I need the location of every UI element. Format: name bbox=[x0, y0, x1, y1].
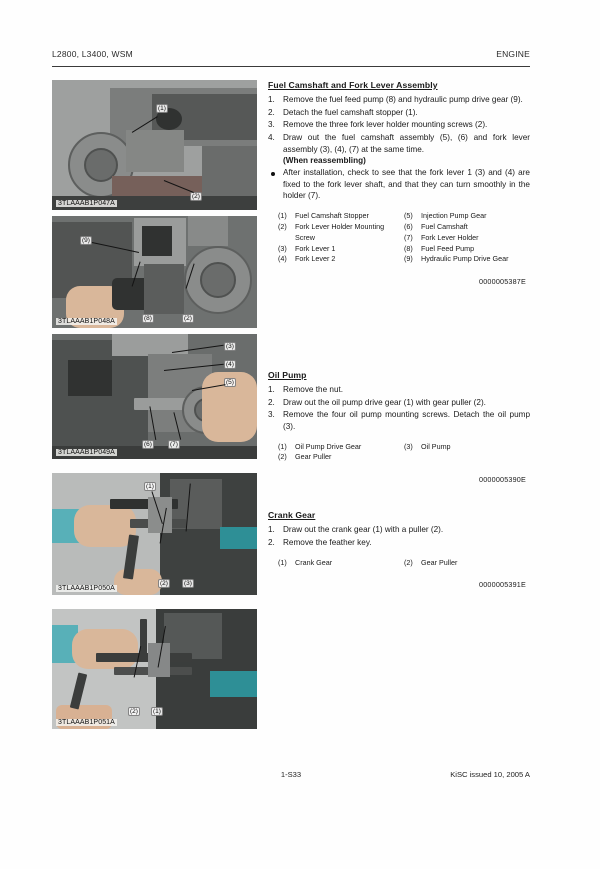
part-label-continued: Screw bbox=[295, 232, 315, 242]
part-label: Fork Lever Holder bbox=[421, 232, 479, 242]
part-label: Fuel Camshaft Stopper bbox=[295, 211, 369, 221]
part-label: Injection Pump Gear bbox=[421, 211, 487, 221]
step-number: 1. bbox=[268, 95, 275, 104]
parts-column-left bbox=[278, 442, 404, 464]
section-fuel-camshaft bbox=[268, 80, 530, 286]
step-number: 3. bbox=[268, 120, 275, 130]
figure-1-caption: 3TLAAAB1P047A bbox=[58, 200, 115, 207]
callout-4: (4) bbox=[226, 361, 234, 368]
header-section-text: ENGINE bbox=[496, 49, 530, 59]
document-code: 0000005387E bbox=[479, 277, 526, 287]
part-label: Oil Pump bbox=[421, 441, 451, 451]
callout-2: (2) bbox=[184, 315, 192, 322]
bullet-dot-icon bbox=[271, 172, 275, 176]
figure-column bbox=[52, 80, 257, 735]
part-number: (5) bbox=[404, 211, 413, 221]
part-number: (4) bbox=[278, 254, 287, 264]
part-number: (2) bbox=[404, 557, 413, 567]
part-label: Fork Lever Holder Mounting bbox=[295, 221, 385, 231]
photo-scene bbox=[52, 216, 257, 328]
part-label: Fork Lever 1 bbox=[295, 243, 336, 253]
step-item bbox=[268, 537, 530, 549]
part-number: (2) bbox=[278, 452, 287, 462]
document-code: 0000005390E bbox=[479, 475, 526, 485]
part-entry bbox=[278, 211, 404, 222]
note-text: After installation, check to see that the fork lever 1 (3) and (4) are fixed to the fork lever shaft, and that they can turn smoothly in the holder (7). bbox=[283, 168, 530, 201]
step-number: 4. bbox=[268, 132, 275, 142]
step-text: Remove the fuel feed pump (8) and hydraulic pump drive gear (9). bbox=[283, 95, 523, 104]
callout-1: (1) bbox=[153, 708, 161, 715]
part-label: Gear Puller bbox=[421, 557, 458, 567]
callout-2: (2) bbox=[192, 193, 200, 200]
part-number: (3) bbox=[278, 243, 287, 253]
step-item bbox=[268, 94, 530, 106]
part-entry bbox=[404, 211, 530, 222]
section-oil-pump bbox=[268, 370, 530, 484]
callout-3: (3) bbox=[226, 343, 234, 350]
part-number: (7) bbox=[404, 232, 413, 242]
part-entry bbox=[404, 222, 530, 233]
step-item bbox=[268, 119, 530, 131]
callout-6: (6) bbox=[144, 441, 152, 448]
part-label: Fuel Feed Pump bbox=[421, 243, 475, 253]
photo-fuel-camshaft-overview bbox=[52, 80, 257, 210]
step-number: 1. bbox=[268, 525, 275, 535]
section-title: Crank Gear bbox=[268, 510, 316, 521]
parts-legend bbox=[278, 211, 530, 265]
step-item bbox=[268, 524, 530, 536]
header-model-text: L2800, L3400, WSM bbox=[52, 49, 133, 59]
step-text: Draw out the crank gear (1) with a puller (2). bbox=[283, 525, 444, 535]
step-list bbox=[268, 524, 530, 548]
parts-column-left bbox=[278, 211, 404, 265]
section-title: Oil Pump bbox=[268, 370, 307, 381]
step-item bbox=[268, 409, 530, 432]
part-label: Hydraulic Pump Drive Gear bbox=[421, 254, 509, 264]
part-entry bbox=[278, 442, 404, 453]
page-footer bbox=[52, 770, 530, 779]
figure-1 bbox=[52, 80, 257, 210]
figure-2-caption: 3TLAAAB1P048A bbox=[58, 318, 115, 325]
part-number: (2) bbox=[278, 221, 287, 231]
part-entry bbox=[404, 254, 530, 265]
parts-column-right bbox=[404, 211, 530, 265]
part-number: (1) bbox=[278, 441, 287, 451]
step-text: Draw out the fuel camshaft assembly (5), (6) and fork lever assembly (3), (4), (7) at the same time. bbox=[283, 132, 530, 154]
part-entry bbox=[404, 558, 530, 569]
part-number: (3) bbox=[404, 441, 413, 451]
page-number: 1-S33 bbox=[280, 770, 302, 779]
figure-3 bbox=[52, 334, 257, 459]
callout-2: (2) bbox=[130, 708, 138, 715]
part-number: (9) bbox=[404, 254, 413, 264]
callout-5: (5) bbox=[226, 379, 234, 386]
figure-2 bbox=[52, 216, 257, 328]
step-list bbox=[268, 384, 530, 433]
step-item bbox=[268, 132, 530, 155]
step-item bbox=[268, 107, 530, 119]
part-entry bbox=[278, 254, 404, 265]
part-label: Crank Gear bbox=[295, 557, 333, 567]
figure-4 bbox=[52, 473, 257, 595]
photo-fork-lever-assembly bbox=[52, 334, 257, 459]
callout-7: (7) bbox=[170, 441, 178, 448]
part-number: (6) bbox=[404, 221, 413, 231]
callout-3: (3) bbox=[184, 580, 192, 587]
photo-crank-gear-puller bbox=[52, 609, 257, 729]
parts-column-right bbox=[404, 558, 530, 569]
part-label: Oil Pump Drive Gear bbox=[295, 441, 362, 451]
photo-scene bbox=[52, 473, 257, 595]
page-header bbox=[52, 49, 530, 59]
section-title: Fuel Camshaft and Fork Lever Assembly bbox=[268, 80, 438, 90]
section-crank-gear bbox=[268, 510, 530, 589]
step-item bbox=[268, 397, 530, 409]
part-label: Fuel Camshaft bbox=[421, 221, 468, 231]
part-number: (1) bbox=[278, 211, 287, 221]
parts-column-right bbox=[404, 442, 530, 464]
part-entry bbox=[404, 244, 530, 255]
issued-note: KiSC issued 10, 2005 A bbox=[450, 770, 530, 779]
step-list bbox=[268, 94, 530, 155]
part-entry bbox=[278, 244, 404, 255]
part-entry bbox=[278, 558, 404, 569]
parts-legend bbox=[278, 558, 530, 569]
callout-9: (9) bbox=[82, 237, 90, 244]
step-number: 3. bbox=[268, 410, 275, 420]
reassembly-note bbox=[268, 167, 530, 202]
step-number: 1. bbox=[268, 385, 275, 395]
parts-column-left bbox=[278, 558, 404, 569]
part-entry bbox=[278, 222, 404, 244]
instruction-column bbox=[268, 80, 530, 589]
part-entry bbox=[278, 452, 404, 463]
step-text: Remove the three fork lever holder mounting screws (2). bbox=[283, 120, 488, 130]
callout-2: (2) bbox=[160, 580, 168, 587]
part-entry bbox=[404, 442, 530, 453]
step-text: Remove the four oil pump mounting screws. Detach the oil pump (3). bbox=[283, 410, 530, 432]
step-number: 2. bbox=[268, 397, 275, 407]
photo-scene bbox=[52, 80, 257, 210]
step-number: 2. bbox=[268, 107, 275, 117]
part-entry bbox=[404, 233, 530, 244]
figure-5-caption: 3TLAAAB1P051A bbox=[58, 719, 115, 726]
part-label: Fork Lever 2 bbox=[295, 254, 336, 264]
step-text: Detach the fuel camshaft stopper (1). bbox=[283, 107, 418, 117]
photo-oil-pump-gear-puller bbox=[52, 473, 257, 595]
step-text: Draw out the oil pump drive gear (1) with gear puller (2). bbox=[283, 397, 486, 407]
header-divider bbox=[52, 66, 530, 67]
photo-fuel-feed-pump-removal bbox=[52, 216, 257, 328]
step-text: Remove the feather key. bbox=[283, 537, 372, 547]
callout-1: (1) bbox=[146, 483, 154, 490]
parts-legend bbox=[278, 442, 530, 464]
figure-3-caption: 3TLAAAB1P049A bbox=[58, 449, 115, 456]
callout-8: (8) bbox=[144, 315, 152, 322]
part-label: Gear Puller bbox=[295, 452, 332, 462]
step-number: 2. bbox=[268, 537, 275, 547]
reassembly-subhead: (When reassembling) bbox=[283, 156, 366, 166]
photo-scene bbox=[52, 334, 257, 459]
figure-4-caption: 3TLAAAB1P050A bbox=[58, 585, 115, 592]
step-item bbox=[268, 384, 530, 396]
figure-5 bbox=[52, 609, 257, 729]
document-code: 0000005391E bbox=[479, 580, 526, 590]
part-number: (8) bbox=[404, 243, 413, 253]
step-text: Remove the nut. bbox=[283, 385, 344, 395]
callout-1: (1) bbox=[158, 105, 166, 112]
part-number: (1) bbox=[278, 557, 287, 567]
